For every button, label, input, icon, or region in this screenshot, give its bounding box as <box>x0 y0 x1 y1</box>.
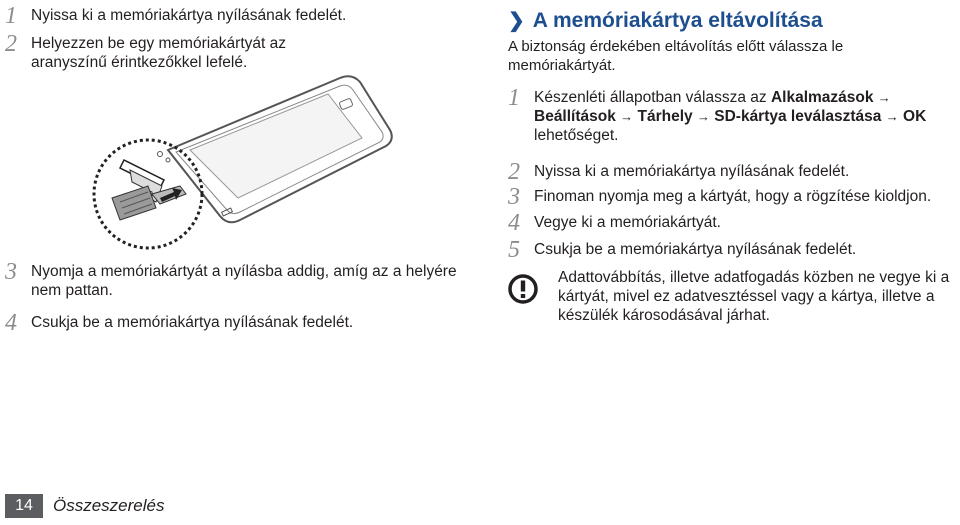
page-number: 14 <box>5 494 43 518</box>
step-number: 4 <box>5 310 17 336</box>
step-text: Helyezzen be egy memóriakártyát az aranyszínű érintkezőkkel lefelé. <box>31 35 287 71</box>
text-fragment: lehetőséget. <box>534 127 619 144</box>
step-text: Finoman nyomja meg a kártyát, hogy a rögzítése kioldjon. <box>534 188 932 205</box>
step-text: Nyissa ki a memóriakártya nyílásának fedelét. <box>31 7 347 24</box>
step-text: Csukja be a memóriakártya nyílásának fedelét. <box>31 314 354 331</box>
right-step-4 <box>508 210 954 236</box>
step-number: 1 <box>5 3 17 29</box>
step-text: Vegye ki a memóriakártyát. <box>534 214 721 231</box>
step-number: 2 <box>508 159 520 185</box>
arrow-icon: → <box>696 109 710 124</box>
left-step-3 <box>5 259 471 300</box>
left-step-2 <box>5 31 331 72</box>
right-step-2 <box>508 159 954 185</box>
text-fragment: Készenléti állapotban válassza az <box>534 89 771 106</box>
menu-path-ok: OK <box>903 108 927 125</box>
right-step-5 <box>508 237 954 263</box>
section-intro: A biztonság érdekében eltávolítás előtt válassza le memóriakártyát. <box>508 38 844 74</box>
page-footer <box>0 494 164 518</box>
step-number: 5 <box>508 237 520 263</box>
warning-note <box>508 268 958 325</box>
left-step-4 <box>5 310 471 336</box>
step-text: Nyissa ki a memóriakártya nyílásának fedelét. <box>534 163 850 180</box>
arrow-icon: → <box>620 109 634 124</box>
phone-illustration <box>90 70 420 260</box>
menu-path-storage: Tárhely <box>637 108 693 125</box>
arrow-icon: → <box>877 90 891 105</box>
menu-path-unmount: SD-kártya leválasztása <box>714 108 882 125</box>
right-step-1 <box>508 85 960 145</box>
left-step-1 <box>5 3 471 29</box>
right-step-3 <box>508 184 954 210</box>
step-number: 3 <box>5 259 17 285</box>
step-text: Nyomja a memóriakártyát a nyílásba addig, amíg az a helyére nem pattan. <box>31 263 457 299</box>
chevron-right-icon: ❯ <box>508 10 525 32</box>
arrow-icon: → <box>885 109 899 124</box>
step-text <box>534 88 960 145</box>
step-number: 2 <box>5 31 17 57</box>
menu-path-settings: Beállítások <box>534 108 616 125</box>
step-number: 3 <box>508 184 520 210</box>
footer-section: Összeszerelés <box>53 496 165 515</box>
menu-path-apps: Alkalmazások <box>770 89 874 106</box>
section-title <box>508 8 823 33</box>
step-number: 4 <box>508 210 520 236</box>
warning-text: Adattovábbítás, illetve adatfogadás közben ne vegye ki a kártyát, mivel ez adatvesztéssel vagy a kártya, illetve a készülék károsodásával járhat. <box>558 269 950 324</box>
step-number: 1 <box>508 85 520 111</box>
step-text: Csukja be a memóriakártya nyílásának fedelét. <box>534 241 857 258</box>
section-title-text: A memóriakártya eltávolítása <box>532 8 823 32</box>
warning-icon <box>508 274 538 304</box>
